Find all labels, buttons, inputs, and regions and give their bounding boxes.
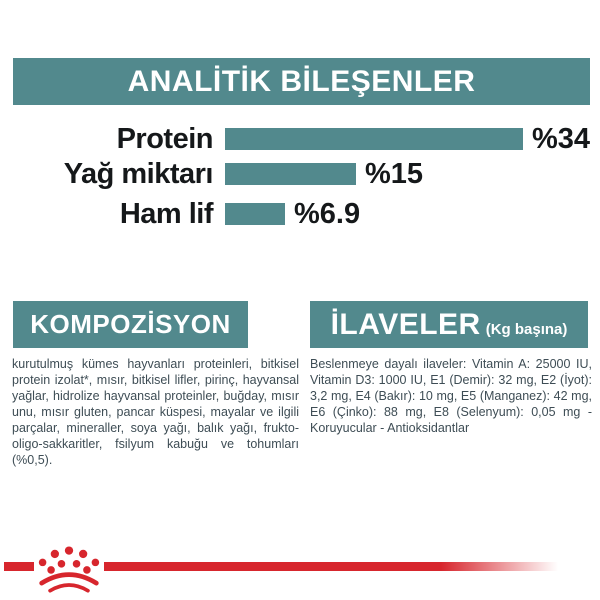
additives-header [310,301,588,348]
analytic-components-header [13,58,590,105]
chart-category-label: Yağ miktarı [63,157,213,190]
additives-body: Beslenmeye dayalı ilaveler: Vitamin A: 25000 IU, Vitamin D3: 1000 IU, E1 (Demir): 32 mg, E2 (İyot): 3,2 mg, E4 (Bakır): 10 mg, E5 (Manganez): 42 mg, E6 (Çinko): 88 mg, E8 (Selenyum): 0,05 mg - Koruyucular - Antioksidantlar [310,357,592,435]
composition-body: kurutulmuş kümes hayvanları proteinleri, bitkisel protein izolat*, mısır, bitkisel lifler, pirinç, hayvansal yağlar, hidrolize hayvansal proteinler, buğday, mısır unu, mısır gluten, pancar küspesi, mayalar ve ilgili parçalar, mineraller, soya yağı, balık yağı, frukto-oligo-sakkaritler, fsilyum kabuğu ve tohumları (%0,5). [12,357,299,467]
additives-title-note: (Kg başına) [485,321,568,338]
chart-row-fat [0,157,600,190]
brand-band-right [104,562,572,571]
composition-header [13,301,248,348]
chart-row-fiber [0,197,600,230]
chart-category-label: Ham lif [119,197,213,230]
protein-bar [225,128,523,150]
royal-canin-crown-icon [36,544,102,594]
chart-value-label: %34 [532,122,591,155]
composition-title: KOMPOZİSYON [30,309,231,339]
chart-row-protein [0,122,600,155]
brand-band-left [4,562,34,571]
additives-title: İLAVELER [330,307,481,341]
analytic-components-title: ANALİTİK BİLEŞENLER [127,64,476,98]
chart-value-label: %6.9 [294,197,361,230]
fiber-bar [225,203,285,225]
chart-value-label: %15 [365,157,424,190]
fat-bar [225,163,356,185]
chart-category-label: Protein [116,122,213,155]
